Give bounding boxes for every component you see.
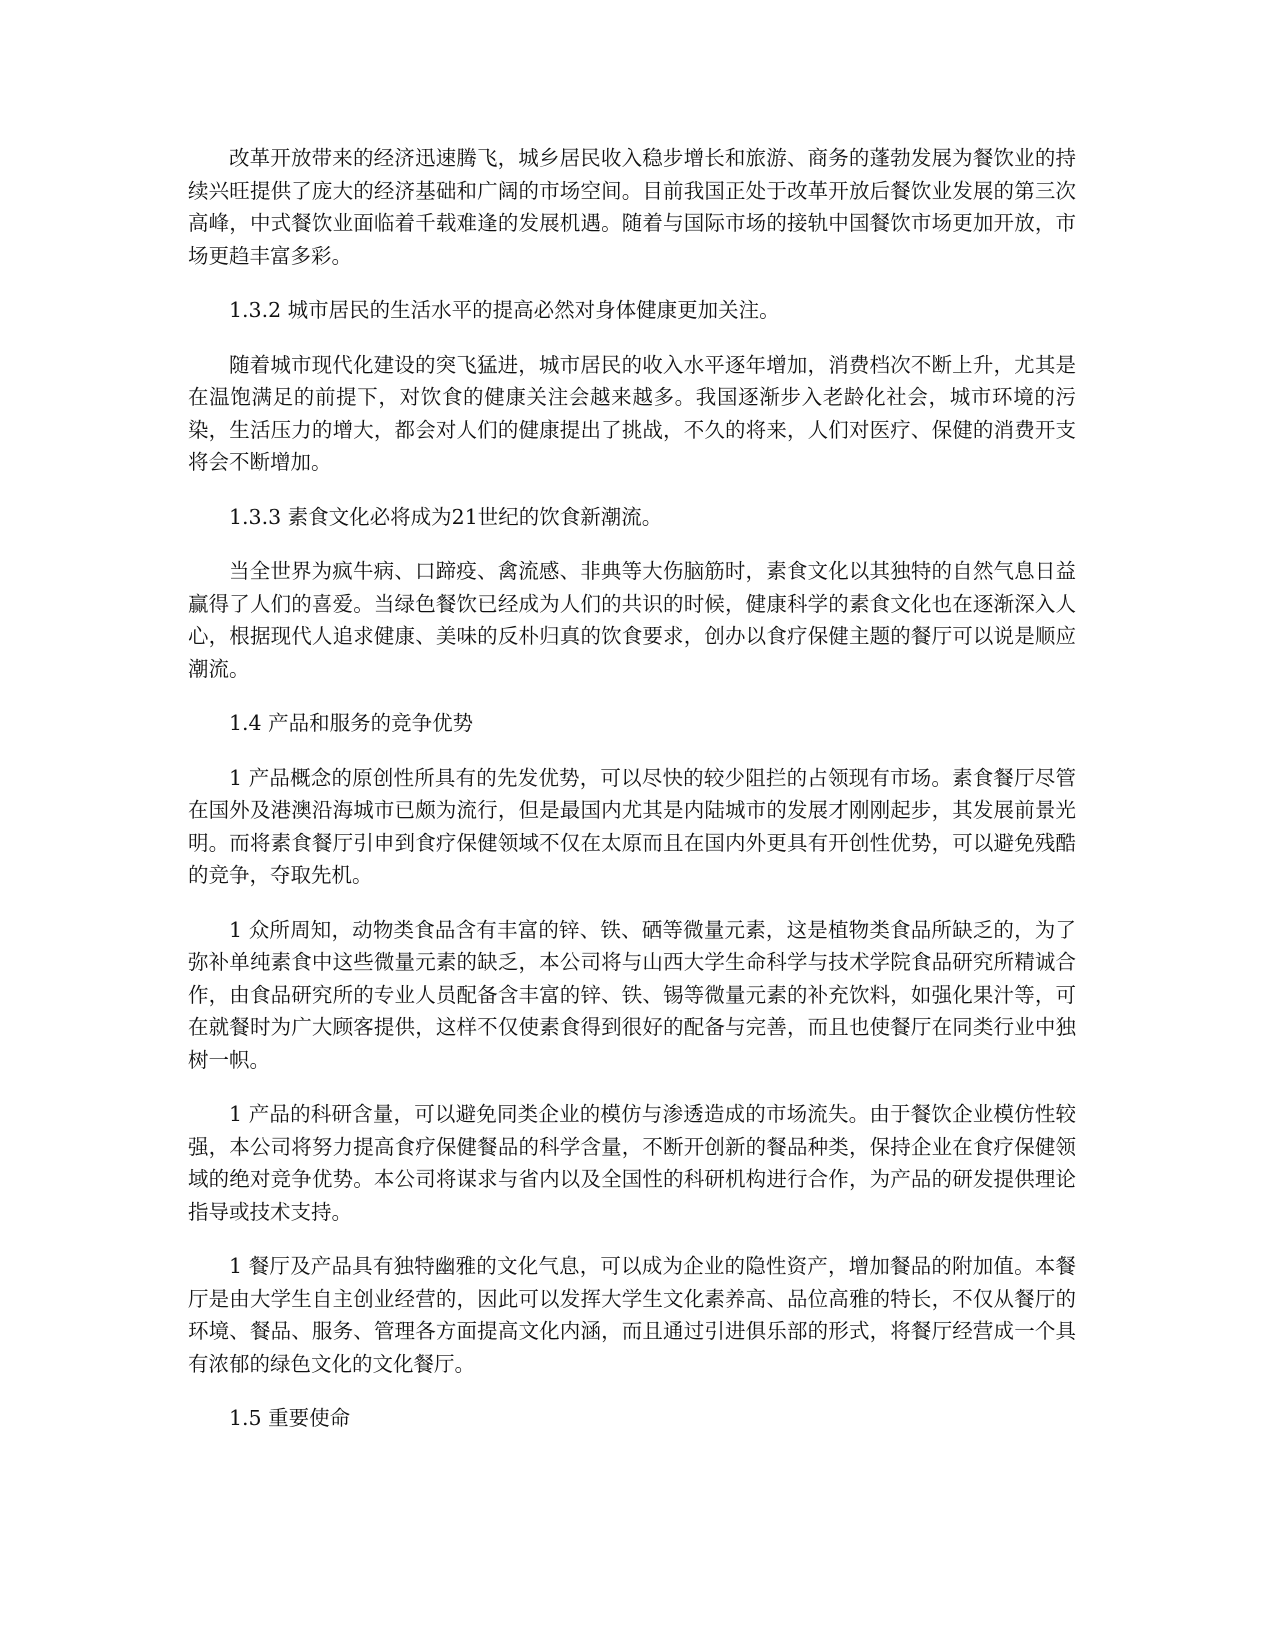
paragraph-advantage-culture: 1 餐厅及产品具有独特幽雅的文化气息，可以成为企业的隐性资产，增加餐品的附加值。本餐厅是由大学生自主创业经营的，因此可以发挥大学生文化素养高、品位高雅的特长，不仅从餐厅的环境、餐品、服务、管理各方面提高文化内涵，而且通过引进俱乐部的形式，将餐厅经营成一个具有浓郁的绿色文化的文化餐厅。 xyxy=(188,1254,1076,1376)
heading-1-3-3: 1.3.3 素食文化必将成为21世纪的饮食新潮流。 xyxy=(229,504,663,529)
heading-1-3-2: 1.3.2 城市居民的生活水平的提高必然对身体健康更加关注。 xyxy=(229,298,780,322)
document-page xyxy=(188,142,1076,1457)
paragraph-advantage-originality: 1 产品概念的原创性所具有的先发优势，可以尽快的较少阻拦的占领现有市场。素食餐厅尽管在国外及港澳沿海城市已颇为流行，但是最国内尤其是内陆城市的发展才刚刚起步，其发展前景光明。而将素食餐厅引申到食疗保健领域不仅在太原而且在国内外更具有开创性优势，可以避免残酷的竞争，夺取先机。 xyxy=(188,765,1076,887)
paragraph-vegetarian-culture: 当全世界为疯牛病、口蹄疫、禽流感、非典等大伤脑筋时，素食文化以其独特的自然气息日益赢得了人们的喜爱。当绿色餐饮已经成为人们的共识的时候，健康科学的素食文化也在逐渐深入人心，根据现代人追求健康、美味的反朴归真的饮食要求，创办以食疗保健主题的餐厅可以说是顺应潮流。 xyxy=(188,559,1076,681)
heading-1-5: 1.5 重要使命 xyxy=(229,1406,351,1430)
paragraph-advantage-research: 1 产品的科研含量，可以避免同类企业的模仿与渗透造成的市场流失。由于餐饮企业模仿性较强，本公司将努力提高食疗保健餐品的科学含量，不断开创新的餐品种类，保持企业在食疗保健领域的绝对竞争优势。本公司将谋求与省内以及全国性的科研机构进行合作，为产品的研发提供理论指导或技术支持。 xyxy=(188,1102,1076,1224)
paragraph-economy: 改革开放带来的经济迅速腾飞，城乡居民收入稳步增长和旅游、商务的蓬勃发展为餐饮业的持续兴旺提供了庞大的经济基础和广阔的市场空间。目前我国正处于改革开放后餐饮业发展的第三次高峰，中式餐饮业面临着千载难逢的发展机遇。随着与国际市场的接轨中国餐饮市场更加开放，市场更趋丰富多彩。 xyxy=(188,146,1076,268)
paragraph-advantage-nutrition: 1 众所周知，动物类食品含有丰富的锌、铁、硒等微量元素，这是植物类食品所缺乏的，为了弥补单纯素食中这些微量元素的缺乏，本公司将与山西大学生命科学与技术学院食品研究所精诚合作，由食品研究所的专业人员配备含丰富的锌、铁、锡等微量元素的补充饮料，如强化果汁等，可在就餐时为广大顾客提供，这样不仅使素食得到很好的配备与完善，而且也使餐厅在同类行业中独树一帜。 xyxy=(188,917,1076,1072)
heading-1-4: 1.4 产品和服务的竞争优势 xyxy=(229,711,474,735)
paragraph-health: 随着城市现代化建设的突飞猛进，城市居民的收入水平逐年增加，消费档次不断上升，尤其是在温饱满足的前提下，对饮食的健康关注会越来越多。我国逐渐步入老龄化社会，城市环境的污染，生活压力的增大，都会对人们的健康提出了挑战，不久的将来，人们对医疗、保健的消费开支将会不断增加。 xyxy=(188,352,1076,474)
